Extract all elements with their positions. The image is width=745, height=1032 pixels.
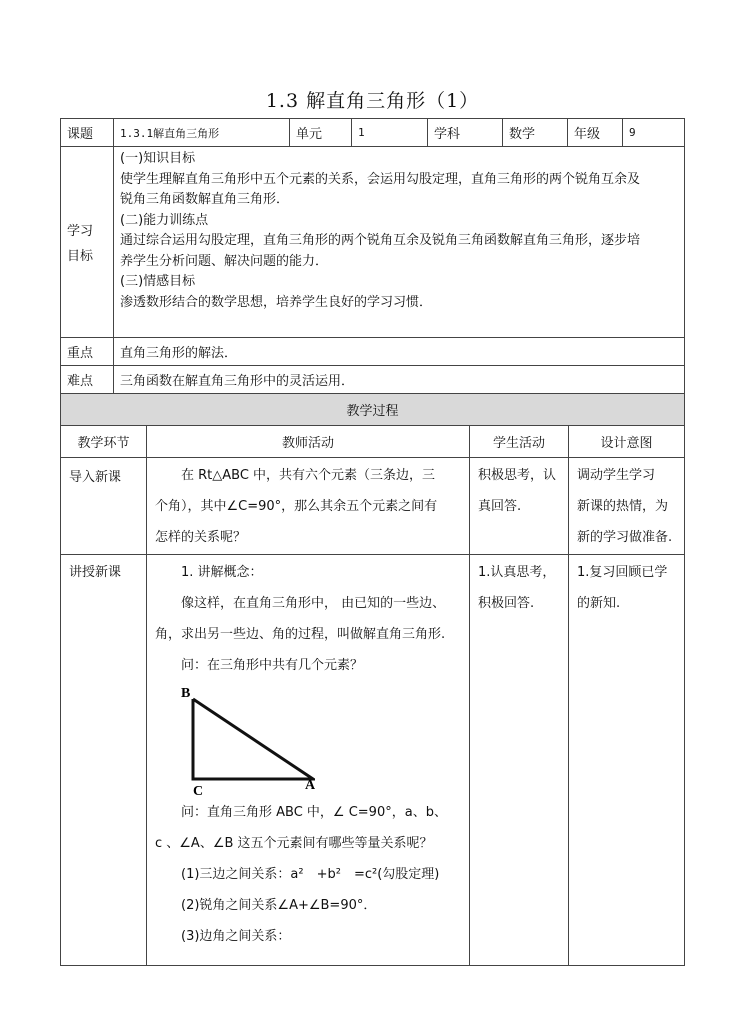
design-intent-intro [569, 458, 685, 555]
text-line: 的新知. [577, 596, 621, 611]
goal-line: 通过综合运用勾股定理，直角三角形的两个锐角互余及锐角三角函数解直角三角形，逐步培 [120, 233, 641, 248]
lesson-info-table [60, 118, 685, 394]
text-line: 1.复习回顾已学 [577, 565, 668, 580]
process-title-row [61, 394, 685, 426]
student-activity-intro [470, 458, 569, 555]
subject-value: 数学 [503, 119, 568, 147]
goal-line: (三)情感目标 [120, 274, 196, 289]
text-line: 积极思考，认 [478, 468, 557, 483]
difficulty-label: 难点 [61, 366, 114, 394]
process-row-new [61, 555, 685, 966]
info-row-course [61, 119, 685, 147]
teacher-activity-intro [147, 458, 470, 555]
goal-line: 锐角三角函数解直角三角形． [120, 192, 290, 207]
grade-label: 年级 [568, 119, 623, 147]
goal-line: 养学生分析问题、解决问题的能力． [120, 253, 329, 269]
grade-value: 9 [623, 119, 685, 147]
process-row-intro [61, 458, 685, 555]
vertex-label-b: B [181, 686, 191, 701]
subject-label: 学科 [428, 119, 503, 147]
goal-line: 使学生理解直角三角形中五个元素的关系，会运用勾股定理，直角三角形的两个锐角互余及 [120, 171, 641, 187]
text-line: 问：在三角形中共有几个元素？ [155, 658, 364, 673]
process-header-row [61, 426, 685, 458]
vertex-label-c: C [193, 784, 204, 797]
text-line: 怎样的关系呢？ [155, 530, 247, 545]
stage-new: 讲授新课 [61, 555, 147, 966]
text-line: c 、∠A、∠B 这五个元素间有哪些等量关系呢？ [155, 836, 433, 851]
right-triangle-diagram [155, 685, 315, 797]
course-value: 1.3.1解直角三角形 [114, 119, 290, 147]
text-line: 新课的热情，为 [577, 499, 669, 514]
column-header: 教师活动 [147, 426, 470, 458]
info-row-goals [61, 147, 685, 338]
text-line: 个角），其中∠C=90°，那么其余五个元素之间有 [155, 499, 438, 514]
key-value: 直角三角形的解法． [114, 338, 685, 366]
goals-label-line-2: 目标 [67, 249, 94, 264]
text-line: 1. 讲解概念： [155, 565, 263, 580]
goals-label-line-1: 学习 [67, 224, 94, 239]
text-line: 角，求出另一些边、角的过程，叫做解直角三角形. [155, 627, 446, 642]
teaching-process-table [60, 393, 685, 966]
text-line: 1.认真思考， [478, 565, 556, 580]
info-row-key [61, 338, 685, 366]
goal-line: (一)知识目标 [120, 151, 196, 166]
text-line: 像这样，在直角三角形中， 由已知的一些边、 [155, 596, 446, 611]
student-activity-new [470, 555, 569, 966]
stage-intro: 导入新课 [61, 458, 147, 555]
process-title: 教学过程 [61, 394, 685, 426]
text-line: (1)三边之间关系：a² +b² =c²(勾股定理) [155, 867, 440, 882]
text-line: 问：直角三角形 ABC 中，∠ C=90°，a、b、 [155, 805, 447, 820]
course-label: 课题 [61, 119, 114, 147]
column-header: 教学环节 [61, 426, 147, 458]
goals-label [61, 147, 114, 338]
text-line: 积极回答. [478, 596, 535, 611]
design-intent-new [569, 555, 685, 966]
page-title: 1.3 解直角三角形（1） [265, 90, 480, 112]
column-header: 学生活动 [470, 426, 569, 458]
text-line: 在 Rt△ABC 中，共有六个元素（三条边，三 [155, 468, 436, 483]
column-header: 设计意图 [569, 426, 685, 458]
key-label: 重点 [61, 338, 114, 366]
text-line: (3)边角之间关系： [155, 929, 291, 944]
info-row-difficulty [61, 366, 685, 394]
teacher-activity-new [147, 555, 470, 966]
unit-value: 1 [352, 119, 428, 147]
goal-line: (二)能力训练点 [120, 212, 209, 228]
difficulty-value: 三角函数在解直角三角形中的灵活运用． [114, 366, 685, 394]
text-line: (2)锐角之间关系∠A+∠B=90°． [155, 898, 377, 913]
text-line: 新的学习做准备. [577, 530, 673, 545]
vertex-label-a: A [305, 778, 315, 793]
unit-label: 单元 [290, 119, 352, 147]
goals-content [114, 147, 685, 338]
goal-line: 渗透数形结合的数学思想，培养学生良好的学习习惯． [120, 294, 433, 310]
text-line: 真回答. [478, 499, 522, 514]
text-line: 调动学生学习 [577, 468, 656, 483]
